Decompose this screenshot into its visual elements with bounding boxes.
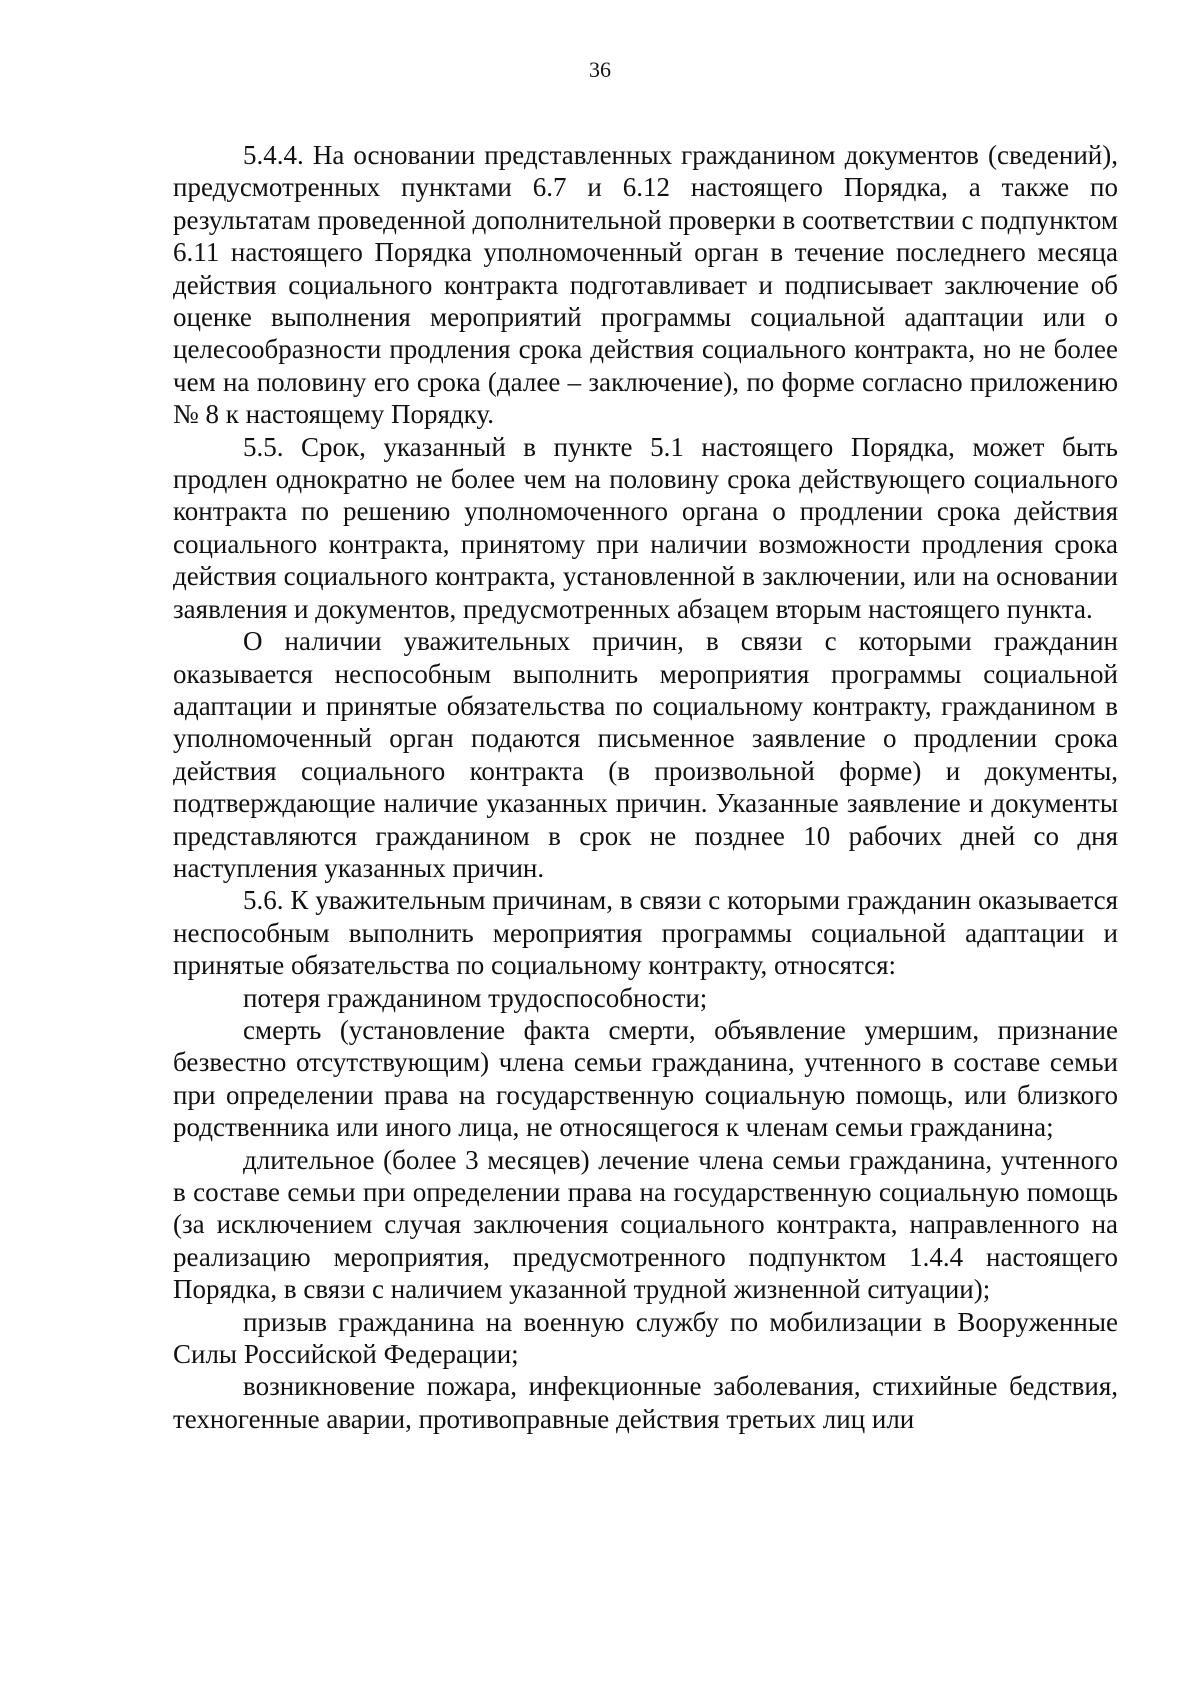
paragraph-5-5: 5.5. Срок, указанный в пункте 5.1 настоящего Порядка, может быть продлен однократно не более чем на половину срока действующего социального контракта по решению уполномоченного органа о продлении срока действия социального контракта, принятому при наличии возможности продления срока действия социального контракта, установленной в заключении, или на основании заявления и документов, предусмотренных абзацем вторым настоящего пункта. (173, 431, 1118, 624)
list-item-mobilization: призыв гражданина на военную службу по мобилизации в Вооруженные Силы Российской Федерации; (173, 1306, 1118, 1370)
paragraph-valid-reasons-notice: О наличии уважительных причин, в связи с которыми гражданин оказывается неспособным выполнить мероприятия программы социальной адаптации и принятые обязательства по социальному контракту, гражданином в уполномоченный орган подаются письменное заявление о продлении срока действия социального контракта (в произвольной форме) и документы, подтверждающие наличие указанных причин. Указанные заявление и документы представляются гражданином в срок не позднее 10 рабочих дней со дня наступления указанных причин. (173, 626, 1118, 883)
list-item-long-treatment: длительное (более 3 месяцев) лечение члена семьи гражданина, учтенного в составе семьи при определении права на государственную социальную помощь (за исключением случая заключения социального контракта, направленного на реализацию мероприятия, предусмотренного подпунктом 1.4.4 настоящего Порядка, в связи с наличием указанной трудной жизненной ситуации); (173, 1144, 1118, 1305)
list-item-death-of-family-member: смерть (установление факта смерти, объявление умершим, признание безвестно отсутствующим) члена семьи гражданина, учтенного в составе семьи при определении права на государственную социальную помощь, или близкого родственника или иного лица, не относящегося к членам семьи гражданина; (173, 1014, 1118, 1143)
page-number: 36 (589, 57, 611, 82)
document-body (173, 139, 1118, 1435)
list-item-loss-of-capacity: потеря гражданином трудоспособности; (243, 982, 708, 1013)
paragraph-5-4-4: 5.4.4. На основании представленных гражданином документов (сведений), предусмотренных пунктами 6.7 и 6.12 настоящего Порядка, а также по результатам проведенной дополнительной проверки в соответствии с подпунктом 6.11 настоящего Порядка уполномоченный орган в течение последнего месяца действия социального контракта подготавливает и подписывает заключение об оценке выполнения мероприятий программы социальной адаптации или о целесообразности продления срока действия социального контракта, но не более чем на половину его срока (далее – заключение), по форме согласно приложению № 8 к настоящему Порядку. (173, 140, 1118, 430)
paragraph-5-6: 5.6. К уважительным причинам, в связи с которыми гражданин оказывается неспособным выполнить мероприятия программы социальной адаптации и принятые обязательства по социальному контракту, относятся: (173, 885, 1118, 981)
list-item-emergencies: возникновение пожара, инфекционные заболевания, стихийные бедствия, техногенные аварии, противоправные действия третьих лиц или (173, 1371, 1118, 1434)
